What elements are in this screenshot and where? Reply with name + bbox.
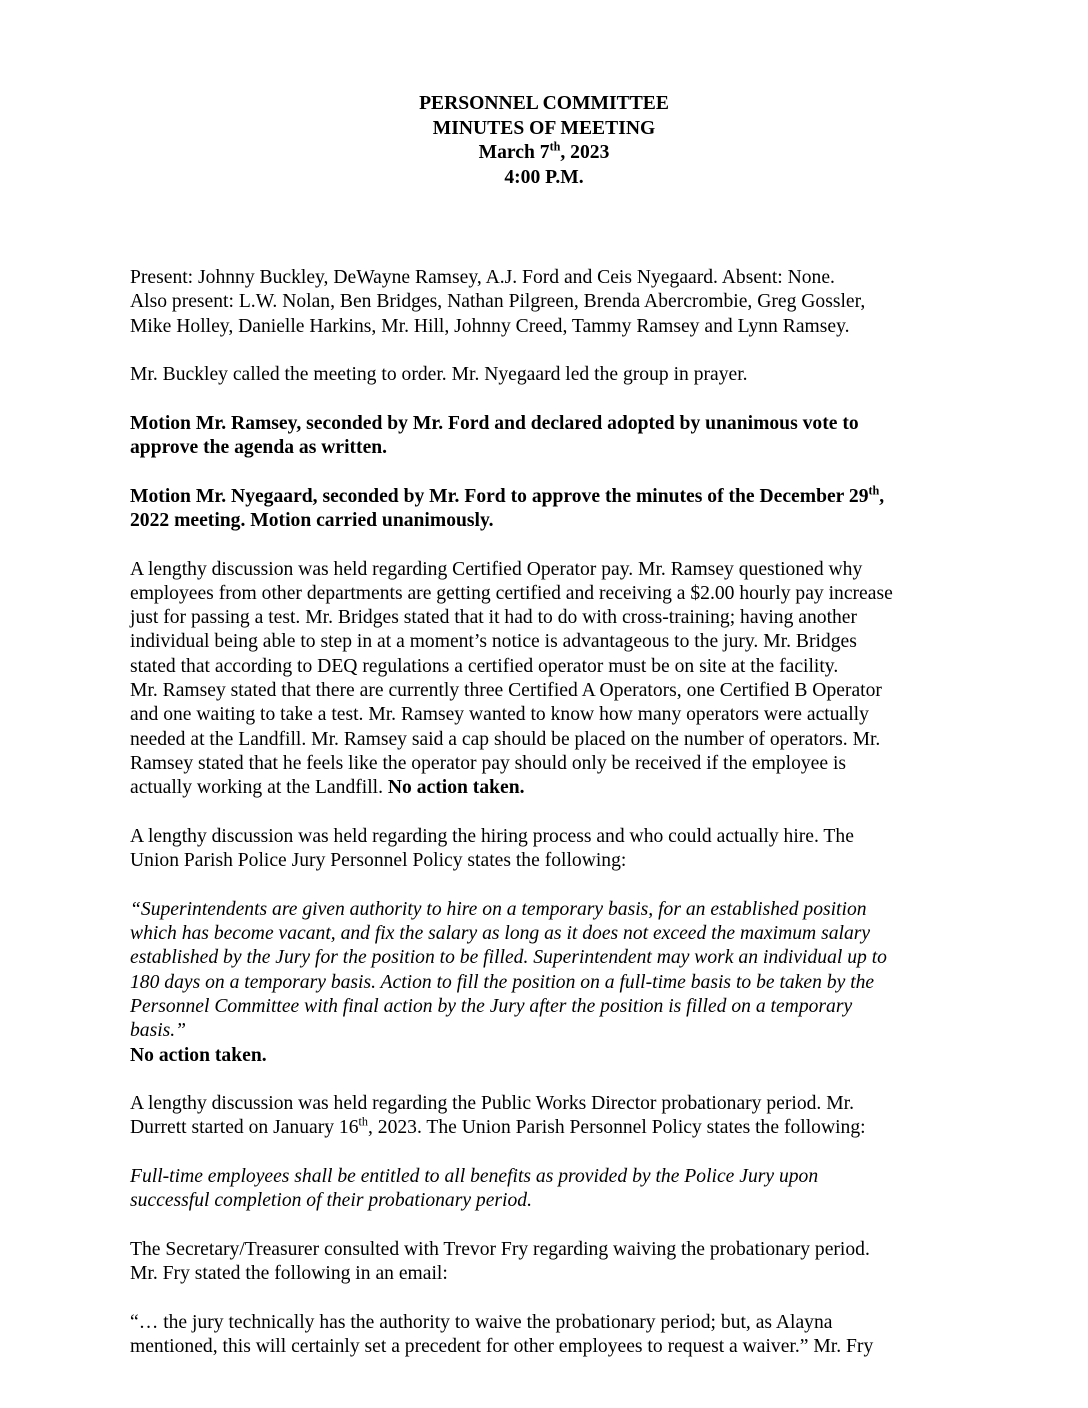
consultation-paragraph: The Secretary/Treasurer consulted with Trevor Fry regarding waiving the probationary period. Mr. Fry stated the following in an email: xyxy=(130,1238,870,1285)
benefits-quote: Full-time employees shall be entitled to all benefits as provided by the Police Jury upon successful completion of their probationary period. xyxy=(130,1165,819,1212)
minutes-body xyxy=(130,266,980,1384)
email-quote: “… the jury technically has the authority to waive the probationary period; but, as Alayna mentioned, this will certainly set a precedent for other employees to request a waiver.” Mr. Fry xyxy=(130,1311,874,1358)
meeting-time: 4:00 P.M. xyxy=(504,166,584,188)
attendance-paragraph: Present: Johnny Buckley, DeWayne Ramsey, A.J. Ford and Ceis Nyegaard. Absent: None. Also present: L.W. Nolan, Ben Bridges, Nathan Pilgreen, Brenda Abercrombie, Greg Gossler, Mike Holley, Danielle Harkins, Mr. Hill, Johnny Creed, Tammy Ramsey and Lynn Ramsey. xyxy=(130,267,866,337)
no-action-label: No action taken. xyxy=(387,777,525,799)
motion-minutes: Motion Mr. Nyegaard, seconded by Mr. Ford to approve the minutes of the December 29th, 2022 meeting. Motion carried unanimously. xyxy=(130,483,885,531)
call-to-order: Mr. Buckley called the meeting to order. Mr. Nyegaard led the group in prayer. xyxy=(130,364,748,386)
meeting-date: March 7th, 2023 xyxy=(478,139,610,163)
document-header xyxy=(0,92,1088,190)
hiring-discussion: A lengthy discussion was held regarding the hiring process and who could actually hire. The Union Parish Police Jury Personnel Policy states the following: xyxy=(130,825,854,872)
minutes-title: MINUTES OF MEETING xyxy=(432,117,656,139)
policy-quote: “Superintendents are given authority to hire on a temporary basis, for an established position which has become vacant, and fix the salary as long as it does not exceed the maximum salary established by the Jury for the position to be filled. Superintendent may work an individual up to 180 days on a temporary basis. Action to fill the position on a full-time basis to be taken by the Personnel Committee with final action by the Jury after the position is filled on a temporary basis.” xyxy=(130,898,887,1042)
probation-discussion: A lengthy discussion was held regarding the Public Works Director probationary period. Mr. Durrett started on January 16th, 2023. The Union Parish Personnel Policy states the following: xyxy=(130,1093,866,1139)
no-action-taken: No action taken. xyxy=(130,1044,267,1066)
motion-agenda: Motion Mr. Ramsey, seconded by Mr. Ford and declared adopted by unanimous vote to approve the agenda as written. xyxy=(130,412,859,459)
committee-title: PERSONNEL COMMITTEE xyxy=(419,93,669,114)
certified-operator-discussion: A lengthy discussion was held regarding Certified Operator pay. Mr. Ramsey questioned why employees from other departments are getting certified and receiving a $2.00 hourly pay increase just for passing a test. Mr. Bridges stated that it had to do with cross-training; having another individual being able to step in at a moment’s notice is advantageous to the jury. Mr. Bridges stated that according to DEQ regulations a certified operator must be on site at the facility. Mr. Ramsey stated that there are currently three Certified A Operators, one Certified B Operator and one waiting to take a test. Mr. Ramsey wanted to know how many operators were actually needed at the Landfill. Mr. Ramsey said a cap should be placed on the number of operators. Mr. Ramsey stated that he feels like the operator pay should only be received if the employee is actually working at the Landfill. No action taken. xyxy=(130,558,893,799)
